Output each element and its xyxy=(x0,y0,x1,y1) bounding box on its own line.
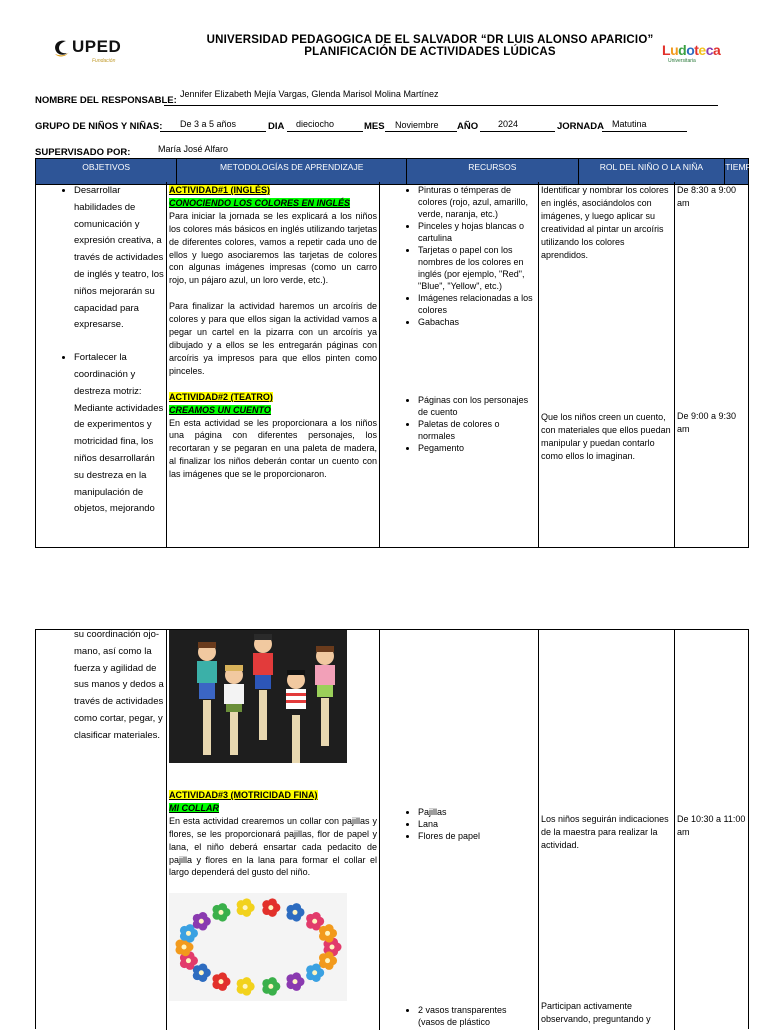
act2-subtitle: CREAMOS UN CUENTO xyxy=(169,404,271,415)
flower-center xyxy=(219,979,224,984)
uped-logo-text: UPED xyxy=(72,37,122,56)
responsable-label: NOMBRE DEL RESPONSABLE: xyxy=(35,95,177,106)
recursos-cell xyxy=(380,184,536,454)
act2-recurso-3: • Pegamento xyxy=(418,442,536,454)
dia-label: DIA xyxy=(268,121,285,132)
anio-line xyxy=(480,131,555,132)
header-recursos: RECURSOS xyxy=(407,159,579,185)
jornada-line xyxy=(602,131,687,132)
act3-title: ACTIVIDAD#3 (MOTRICIDAD FINA) xyxy=(169,790,318,800)
responsable-line xyxy=(164,105,718,106)
dia-value: dieciocho xyxy=(296,119,335,129)
uped-logo-tagline: Fundación xyxy=(92,58,116,64)
act4-recursos xyxy=(380,1004,536,1028)
table-row-part1 xyxy=(35,182,749,548)
act3-p1: En esta actividad crearemos un collar con pajillas y flores, se les proporcionará pajillas, flor de papel y lana, el niño deberá ensartar cada pedacito de pajilla y flores en la lana para formar el collar el largo dependerá del gusto del niño. xyxy=(169,815,377,878)
grupo-label: GRUPO DE NIÑOS Y NIÑAS: xyxy=(35,121,163,132)
act4-recurso-1-cut: (vasos de plástico xyxy=(418,1017,491,1027)
act2-recurso-2: • Paletas de colores o normales xyxy=(418,418,536,442)
act1-recurso-3: • Tarjetas o papel con los nombres de los colores en inglés (por ejemplo, "Red", "Blue", "Yellow", etc.) xyxy=(418,244,536,292)
act2-p1: En esta actividad se les proporcionara a los niños una página con diferentes personajes, los recortaran y se pegaran en una paleta de madera, al finalizar los niños deberán contar un cuento con las imágenes que se le proporcionaron. xyxy=(169,417,377,480)
mes-line xyxy=(385,131,457,132)
act3-recursos xyxy=(380,806,536,842)
stick-puppets-image xyxy=(169,630,347,763)
rol-cell xyxy=(541,184,672,463)
act1-subtitle: CONOCIENDO LOS COLORES EN INGLÉS xyxy=(169,197,351,208)
supervisado-label: SUPERVISADO POR: xyxy=(35,147,131,158)
act1-tiempo: De 8:30 a 9:00 am xyxy=(677,185,737,208)
objetivo-2: • Fortalecer la coordinación y destreza motriz: Mediante actividades de experimentos y motricidad fina, los niños desarrollarán su destreza en la manipulación de objetos, mejorando xyxy=(74,350,164,518)
jornada-value: Matutina xyxy=(612,119,647,129)
flower-center xyxy=(330,945,335,950)
flower-necklace-image xyxy=(169,893,347,1001)
act3-block xyxy=(169,789,377,879)
flower-center xyxy=(243,984,248,989)
planning-table xyxy=(35,158,758,185)
flower-center xyxy=(312,919,317,924)
act1-recurso-1: • Pinturas o témperas de colores (rojo, azul, amarillo, verde, naranja, etc.) xyxy=(418,184,536,220)
flower-center xyxy=(243,905,248,910)
flower-center xyxy=(325,931,330,936)
uped-logo xyxy=(52,36,132,66)
act3-rol: Los niños seguirán indicaciones de la maestra para realizar la actividad. xyxy=(541,814,669,850)
act3-subtitle: MI COLLAR xyxy=(169,802,219,813)
necklace-photo xyxy=(169,893,347,1001)
flower-center xyxy=(219,910,224,915)
mes-label: MES xyxy=(364,121,385,132)
flower-center xyxy=(293,910,298,915)
flower-center xyxy=(268,984,273,989)
act1-p2: Para finalizar la actividad haremos un arcoíris de colores y para que ellos sigan la actividad vamos a pegar un cartel en la pizarra con un arcoíris ya dibujado y a ellos se les entregarán páginas con arcoíris ya impresos para que ellos pinten como pinceles. xyxy=(169,301,377,376)
flower-center xyxy=(268,905,273,910)
ludoteca-logo xyxy=(662,40,732,68)
objetivos-cell xyxy=(36,183,164,518)
act2-tiempo: De 9:00 a 9:30 am xyxy=(677,410,737,434)
objetivo-1: • Desarrollar habilidades de comunicación y expresión creativa, a través de actividades de inglés y teatro, los niños mejorarán su capacidad para expresarse. xyxy=(74,183,164,334)
tiempo-cell xyxy=(677,184,749,436)
table-row-part2 xyxy=(35,629,749,1029)
act3-tiempo: De 10:30 a 11:00 am xyxy=(677,814,746,837)
act2-recurso-1: • Páginas con los personajes de cuento xyxy=(418,394,536,418)
act1-recurso-5: • Gabachas xyxy=(418,316,536,328)
puppets-photo xyxy=(169,630,347,763)
act4-rol: Participan activamente observando, preguntando y xyxy=(541,1001,651,1024)
ludoteca-logo-text: Ludoteca xyxy=(662,42,721,58)
act4-recurso-1: 2 vasos transparentes xyxy=(418,1005,507,1015)
document-subtitle: PLANIFICACIÓN DE ACTIVIDADES LÚDICAS xyxy=(304,46,556,58)
ludoteca-logo-sub: Universitaria xyxy=(668,58,696,64)
flower-center xyxy=(182,945,187,950)
act1-recurso-4: • Imágenes relacionadas a los colores xyxy=(418,292,536,316)
flower-center xyxy=(312,970,317,975)
act3-recurso-2: • Lana xyxy=(418,818,536,830)
act1-rol: Identificar y nombrar los colores en inglés, asociándolos con imágenes, y luego aplicar su creatividad al pintar un arcoíris utilizando los colores aprendidos. xyxy=(541,185,669,260)
document-title: UNIVERSIDAD PEDAGOGICA DE EL SALVADOR “DR LUIS ALONSO APARICIO” xyxy=(206,34,654,46)
anio-value: 2024 xyxy=(498,119,519,129)
flower-center xyxy=(199,919,204,924)
act2-title: ACTIVIDAD#2 (TEATRO) xyxy=(169,391,273,402)
grupo-value: De 3 a 5 años xyxy=(180,119,237,129)
dia-line xyxy=(287,131,363,132)
act1-title: ACTIVIDAD#1 (INGLÉS) xyxy=(169,185,271,195)
header-tiempo: TIEMPO xyxy=(725,159,749,185)
header-objetivos: OBJETIVOS xyxy=(36,159,177,185)
header-metodologias: METODOLOGÍAS DE APRENDIZAJE xyxy=(177,159,407,185)
act1-p1: Para iniciar la jornada se les explicará a los niños los colores más básicos en inglés utilizando tarjetas de diferentes colores, vamos a repetir cada uno de ellos y luego asociaremos las tarjetas de colores con algunas imágenes impresas (como un carro rojo, un pájaro azul, un loro verde, etc.). xyxy=(169,210,377,286)
anio-label: AÑO xyxy=(457,121,479,132)
supervisado-value: María José Alfaro xyxy=(158,144,229,154)
act3-recurso-1: • Pajillas xyxy=(418,806,536,818)
act2-rol: Que los niños creen un cuento, con materiales que ellos puedan manipular y puedan contarlo como ellos lo imaginan. xyxy=(541,412,671,462)
flower-center xyxy=(293,979,298,984)
objetivo-2-cont: su coordinación ojo-mano, así como la fuerza y agilidad de sus manos y dedos a través de actividades como cortar, pegar, y clasificar materiales. xyxy=(74,629,164,741)
metodologias-cell xyxy=(169,184,377,481)
responsable-value: Jennifer Elizabeth Mejía Vargas, Glenda Marisol Molina Martínez xyxy=(180,89,439,99)
flower-center xyxy=(186,958,191,963)
mes-value: Noviembre xyxy=(395,120,439,130)
flower-center xyxy=(186,931,191,936)
flower-center xyxy=(325,958,330,963)
act1-recurso-2: • Pinceles y hojas blancas o cartulina xyxy=(418,220,536,244)
jornada-label: JORNADA xyxy=(557,121,604,132)
act3-recurso-3: • Flores de papel xyxy=(418,830,536,842)
flower-center xyxy=(199,970,204,975)
header-rol: ROL DEL NIÑO O LA NIÑA xyxy=(578,159,725,185)
grupo-line xyxy=(160,131,266,132)
uped-swirl-icon xyxy=(52,38,70,58)
